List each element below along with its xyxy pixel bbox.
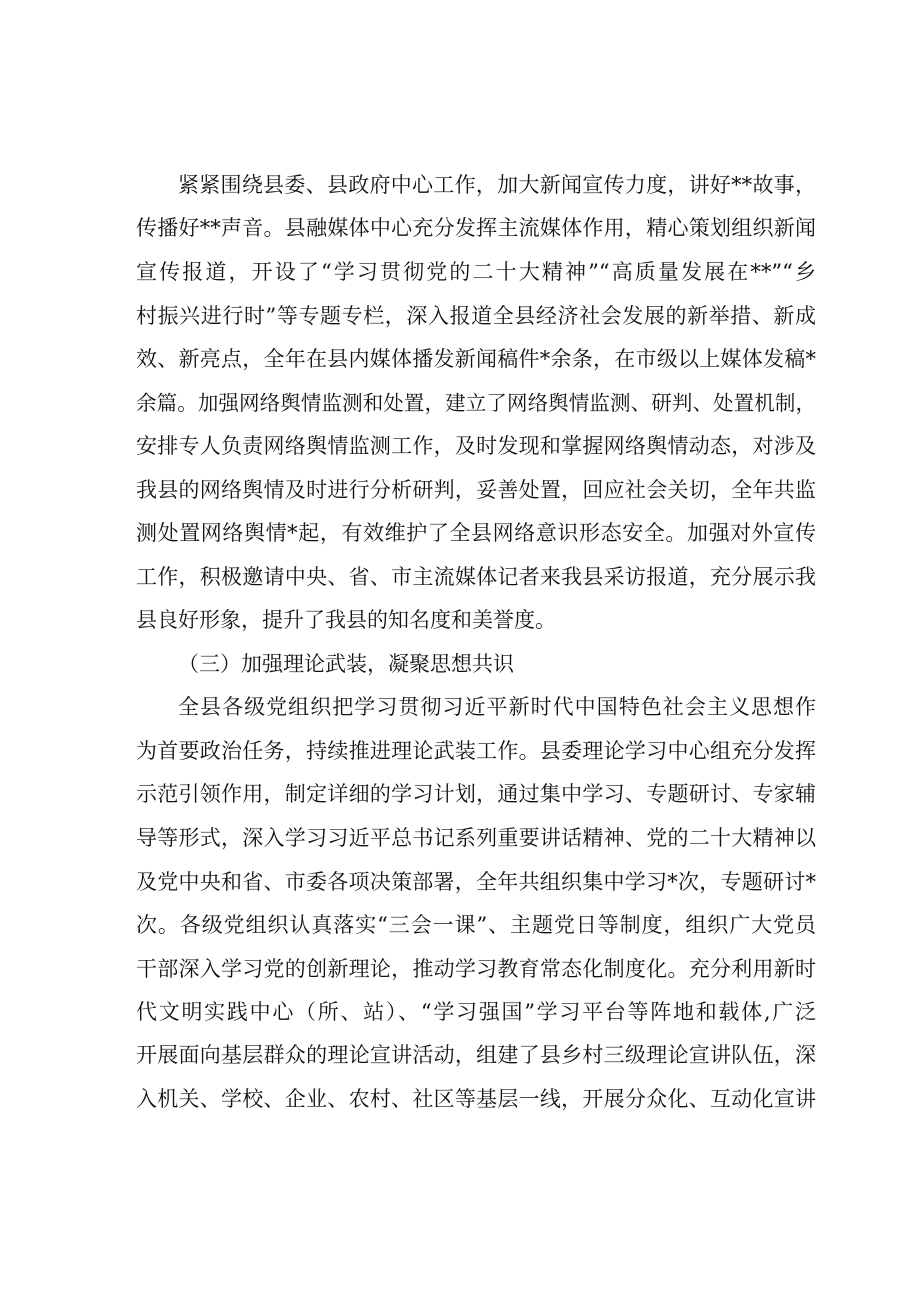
paragraph-line: 干部深入学习党的创新理论，推动学习教育常态化制度化。充分利用新时 xyxy=(136,957,816,981)
paragraph-line: 传播好**声音。县融媒体中心充分发挥主流媒体作用，精心策划组织新闻 xyxy=(136,216,816,240)
paragraph-line: 余篇。加强网络舆情监测和处置，建立了网络舆情监测、研判、处置机制， xyxy=(136,391,816,415)
paragraph-line: 代文明实践中心（所、站）、“学习强国”学习平台等阵地和载体,广泛 xyxy=(136,1000,816,1024)
paragraph-line: 开展面向基层群众的理论宣讲活动，组建了县乡村三级理论宣讲队伍，深 xyxy=(136,1043,816,1067)
paragraph-line: 村振兴进行时”等专题专栏，深入报道全县经济社会发展的新举措、新成 xyxy=(136,304,816,328)
paragraph-line: 及党中央和省、市委各项决策部署，全年共组织集中学习*次，专题研讨* xyxy=(136,870,816,894)
paragraph-line: 县良好形象，提升了我县的知名度和美誉度。 xyxy=(136,608,556,632)
section-heading: （三）加强理论武装，凝聚思想共识 xyxy=(178,652,514,676)
paragraph-line: 入机关、学校、企业、农村、社区等基层一线，开展分众化、互动化宣讲 xyxy=(136,1087,816,1111)
paragraph-line: 次。各级党组织认真落实“三会一课”、主题党日等制度，组织广大党员 xyxy=(136,913,816,937)
paragraph-line: 导等形式，深入学习习近平总书记系列重要讲话精神、党的二十大精神以 xyxy=(136,826,816,850)
paragraph-line: 工作，积极邀请中央、省、市主流媒体记者来我县采访报道，充分展示我 xyxy=(136,565,816,589)
paragraph-line: 紧紧围绕县委、县政府中心工作，加大新闻宣传力度，讲好**故事， xyxy=(178,173,816,197)
paragraph-line: 安排专人负责网络舆情监测工作，及时发现和掌握网络舆情动态，对涉及 xyxy=(136,434,816,458)
paragraph-line: 效、新亮点，全年在县内媒体播发新闻稿件*余条，在市级以上媒体发稿* xyxy=(136,347,816,371)
paragraph-line: 测处置网络舆情*起，有效维护了全县网络意识形态安全。加强对外宣传 xyxy=(136,521,816,545)
paragraph-line: 我县的网络舆情及时进行分析研判，妥善处置，回应社会关切，全年共监 xyxy=(136,478,816,502)
paragraph-line: 为首要政治任务，持续推进理论武装工作。县委理论学习中心组充分发挥 xyxy=(136,739,816,763)
paragraph-line: 示范引领作用，制定详细的学习计划，通过集中学习、专题研讨、专家辅 xyxy=(136,782,816,806)
paragraph-line: 全县各级党组织把学习贯彻习近平新时代中国特色社会主义思想作 xyxy=(178,695,816,719)
paragraph-line: 宣传报道，开设了“学习贯彻党的二十大精神”“高质量发展在**”“乡 xyxy=(136,260,816,284)
